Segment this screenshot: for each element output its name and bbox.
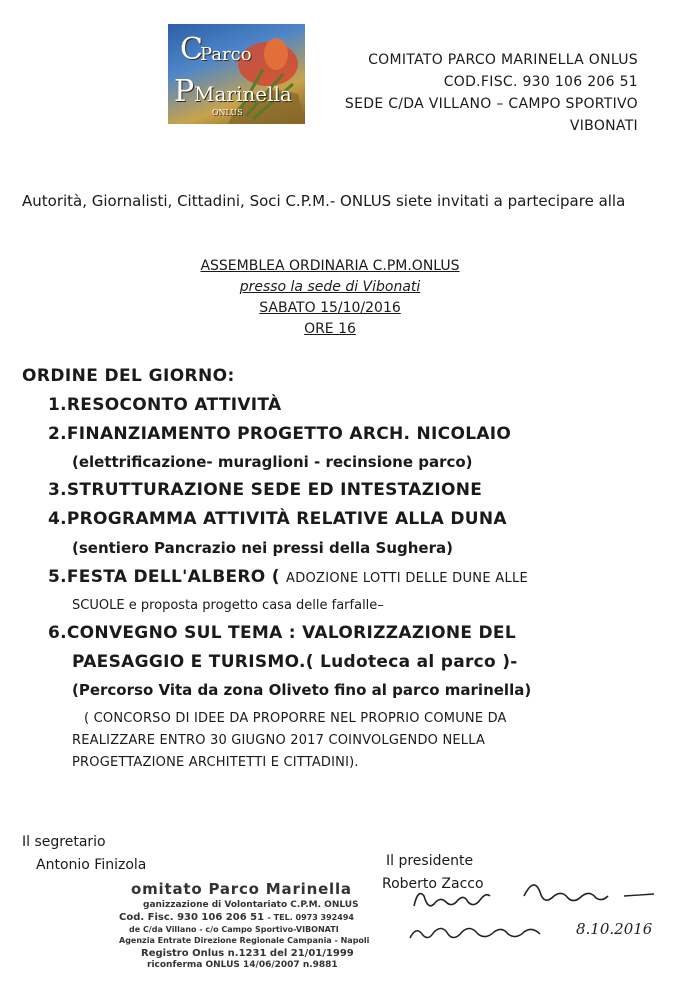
agenda-item-5-caps: ADOZIONE LOTTI DELLE DUNE ALLE [286,571,529,586]
logo-letter-c: C [180,32,203,67]
agenda-item-6: 6.CONVEGNO SUL TEMA : VALORIZZAZIONE DEL [48,623,516,643]
stamp-line-1: omitato Parco Marinella [131,880,352,898]
agenda-item-2: 2.FINANZIAMENTO PROGETTO ARCH. NICOLAIO [48,424,512,444]
stamp-fiscal-code: Cod. Fisc. 930 106 206 51 [119,912,265,923]
secretary-role: Il segretario [22,834,106,850]
meeting-place: presso la sede di Vibonati [239,279,421,295]
agenda-item-5 [48,567,528,587]
header-fiscal-code: COD.FISC. 930 106 206 51 [443,74,638,90]
header-town: VIBONATI [569,118,638,134]
official-stamp [117,880,379,972]
header-org-name: COMITATO PARCO MARINELLA ONLUS [368,52,638,68]
secretary-name: Antonio Finizola [36,857,147,873]
meeting-time: ORE 16 [304,321,356,337]
stamp-line-2: ganizzazione di Volontariato C.P.M. ONLUS [143,900,359,910]
president-signature [404,866,674,956]
agenda-item-4-detail: (sentiero Pancrazio nei pressi della Sughera) [72,539,453,557]
agenda-item-4: 4.PROGRAMMA ATTIVITÀ RELATIVE ALLA DUNA [48,509,507,529]
handwritten-date: 8.10.2016 [576,920,653,938]
agenda-item-3: 3.STRUTTURAZIONE SEDE ED INTESTAZIONE [48,480,483,500]
agenda-item-6-line2: PAESAGGIO E TURISMO.( Ludoteca al parco )- [72,652,518,672]
meeting-date: SABATO 15/10/2016 [259,300,401,316]
agenda-note-line1: ( CONCORSO DI IDEE DA PROPORRE NEL PROPRIO COMUNE DA [84,711,507,726]
logo-word-onlus: ONLUS [212,108,243,117]
logo-letter-p: P [174,74,195,109]
header-address: SEDE C/DA VILLANO – CAMPO SPORTIVO [344,96,638,112]
logo-word-marinella: Marinella [194,82,292,106]
president-name: Roberto Zacco [382,876,484,892]
stamp-line-3 [119,912,354,923]
agenda-heading: ORDINE DEL GIORNO: [22,366,235,386]
meeting-title: ASSEMBLEA ORDINARIA C.PM.ONLUS [200,258,460,274]
agenda-item-5-proposal: e proposta progetto casa delle farfalle– [128,598,384,613]
agenda-note-line3: PROGETTAZIONE ARCHITETTI E CITTADINI). [72,755,359,770]
agenda-item-6-line3: (Percorso Vita da zona Oliveto fino al parco marinella) [72,681,532,699]
invitation-text: Autorità, Giornalisti, Cittadini, Soci C.P.M.- ONLUS siete invitati a partecipare alla [22,192,626,210]
stamp-phone: - TEL. 0973 392494 [267,913,354,922]
agenda-item-5-title: 5.FESTA DELL'ALBERO ( [48,567,280,587]
stamp-line-5: Agenzia Entrate Direzione Regionale Campania - Napoli [119,936,370,945]
president-role: Il presidente [386,853,474,869]
committee-logo [168,24,305,124]
stamp-line-4: de C/da Villano - c/o Campo Sportivo-VIBONATI [129,925,339,934]
stamp-line-7: riconferma ONLUS 14/06/2007 n.9881 [147,960,338,970]
stamp-line-6: Registro Onlus n.1231 del 21/01/1999 [141,948,354,959]
agenda-item-5-scuole: SCUOLE [72,598,125,613]
agenda-item-5-detail [72,598,384,613]
agenda-note-line2: REALIZZARE ENTRO 30 GIUGNO 2017 COINVOLGENDO NELLA [72,733,486,748]
logo-word-parco: Parco [200,44,252,65]
agenda-item-2-detail: (elettrificazione- muraglioni - recinsione parco) [72,453,473,471]
agenda-item-1: 1.RESOCONTO ATTIVITÀ [48,395,282,415]
